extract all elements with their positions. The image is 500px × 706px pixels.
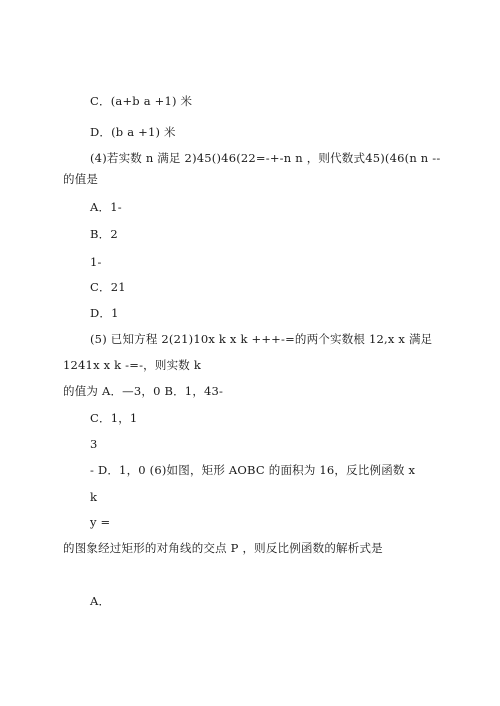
- formula-y: y =: [90, 515, 111, 529]
- question-4-text-cont: 的值是: [63, 172, 99, 186]
- option-a-line-final: A．: [90, 594, 111, 608]
- question-6-text: - D．1，0 (6)如图，矩形 AOBC 的面积为 16，反比例函数 x: [90, 463, 416, 477]
- question-5-answer-options: 的值为 A．—3，0 B．1，43-: [63, 384, 224, 398]
- question-4-text: (4)若实数 n 满足 2)45()46(22=-+-n n ，则代数式45)(46(n n --: [90, 151, 441, 165]
- question-6-text-cont: 的图象经过矩形的对角线的交点 P ，则反比例函数的解析式是: [63, 541, 383, 555]
- option-c-line-2: C．21: [90, 280, 126, 294]
- question-5-text-cont: 1241x x k -=-，则实数 k: [63, 358, 202, 372]
- option-c-line-3: C．1，1: [90, 411, 138, 425]
- fraction-line: 1-: [90, 255, 102, 269]
- option-c-line: C．(a+b a +1) 米: [90, 94, 193, 108]
- option-d-line-2: D．1: [90, 306, 119, 320]
- option-d-line: D．(b a +1) 米: [90, 125, 176, 139]
- formula-numerator: k: [90, 490, 98, 504]
- question-5-text: (5) 已知方程 2(21)10x k x k +++-=的两个实数根 12,x x 满足: [90, 332, 433, 346]
- option-a-line: A．1-: [90, 200, 122, 214]
- option-b-line: B．2: [90, 227, 118, 241]
- fraction-denominator: 3: [90, 437, 98, 451]
